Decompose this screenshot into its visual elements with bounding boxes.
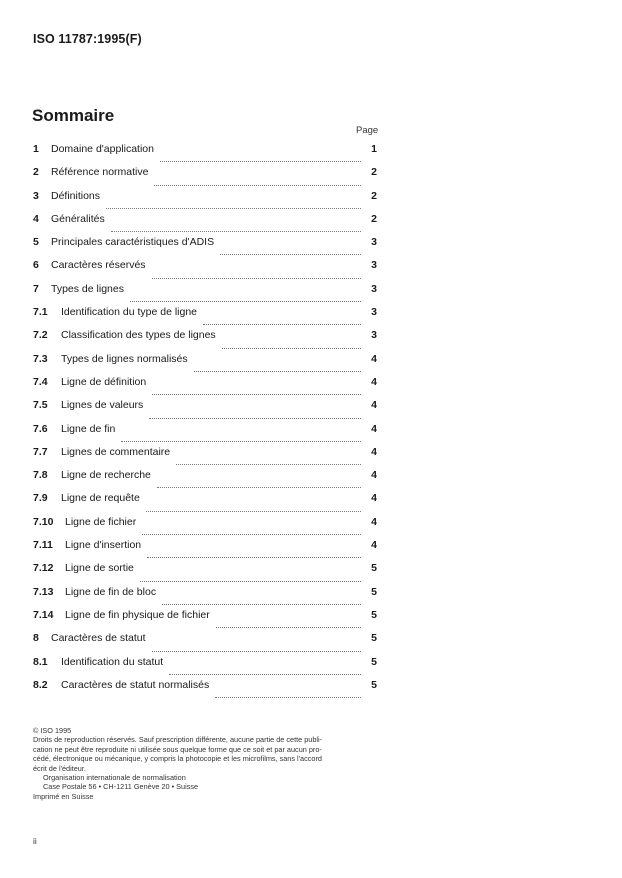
toc-entry-page: 3	[371, 329, 377, 342]
toc-leader-dots	[160, 161, 361, 162]
toc-entry: 7.8 Ligne de recherche 4	[33, 469, 377, 492]
toc-entry-title: Ligne de fin de bloc	[65, 585, 157, 598]
toc-entry-title: Ligne de fichier	[65, 515, 137, 528]
toc-entry-title: Définitions	[51, 189, 101, 202]
toc-entry-title: Caractères de statut	[51, 632, 146, 645]
toc-leader-dots	[130, 301, 361, 302]
toc-leader-dots	[111, 231, 361, 232]
toc-entry-page: 3	[371, 282, 377, 295]
toc-entry-title: Référence normative	[51, 166, 149, 179]
toc-entry: 7.9 Ligne de requête 4	[33, 492, 377, 515]
toc-entry-title: Généralités	[51, 212, 105, 225]
toc-entry: 5 Principales caractéristiques d'ADIS 3	[33, 236, 377, 259]
toc-entry-title: Ligne de requête	[61, 492, 140, 505]
toc-entry: 7.14 Ligne de fin physique de fichier 5	[33, 609, 377, 632]
toc-leader-dots	[154, 185, 361, 186]
toc-entry-page: 5	[371, 585, 377, 598]
rights-line: cédé, électronique ou mécanique, y compris la photocopie et les microfilms, sans l'accord	[33, 754, 322, 764]
toc-entry-title: Caractères de statut normalisés	[61, 678, 210, 691]
toc-leader-dots	[194, 371, 361, 372]
toc-entry-title: Lignes de valeurs	[61, 399, 144, 412]
toc-entry-page: 2	[371, 212, 377, 225]
toc-leader-dots	[140, 581, 361, 582]
rights-line: Droits de reproduction réservés. Sauf prescription différente, aucune partie de cette publi-	[33, 735, 323, 745]
toc-entry: 7.11 Ligne d'insertion 4	[33, 539, 377, 562]
toc-entry-page: 4	[371, 422, 377, 435]
toc-entry: 7.3 Types de lignes normalisés 4	[33, 353, 377, 376]
toc-entry-page: 4	[371, 352, 377, 365]
toc-entry-page: 5	[371, 655, 377, 668]
toc-leader-dots	[142, 534, 361, 535]
toc-entry-page: 5	[371, 632, 377, 645]
toc-leader-dots	[176, 464, 361, 465]
toc-leader-dots	[203, 324, 361, 325]
organization-name: Organisation internationale de normalisation	[43, 773, 186, 783]
toc-entry-page: 4	[371, 445, 377, 458]
page-title: Sommaire	[32, 106, 115, 125]
toc-entry: 8.2 Caractères de statut normalisés 5	[33, 679, 377, 702]
toc-entry-page: 1	[371, 143, 377, 155]
toc-entry: 6 Caractères réservés 3	[33, 259, 377, 282]
toc-entry-title: Caractères réservés	[51, 259, 146, 272]
toc-entry: 8.1 Identification du statut 5	[33, 656, 377, 679]
toc-entry-title: Types de lignes normalisés	[61, 352, 188, 365]
toc-entry-page: 5	[371, 678, 377, 691]
toc-entry: 7.6 Ligne de fin 4	[33, 423, 377, 446]
toc-entry-page: 4	[371, 515, 377, 528]
toc-leader-dots	[147, 557, 361, 558]
legal-notice	[33, 726, 383, 801]
toc-leader-dots	[162, 604, 361, 605]
toc-entry-page: 3	[371, 306, 377, 319]
toc-entry-title: Principales caractéristiques d'ADIS	[51, 236, 215, 249]
toc-entry-title: Lignes de commentaire	[61, 445, 171, 458]
toc-entry: 4 Généralités 2	[33, 213, 377, 236]
page-column-label: Page	[356, 125, 379, 136]
toc-entry-page: 2	[371, 189, 377, 202]
toc-entry: 7.7 Lignes de commentaire 4	[33, 446, 377, 469]
rights-line: cation ne peut être reproduite ni utilisée sous quelque forme que ce soit et par aucun pro-	[33, 744, 322, 754]
toc-entry: 7.1 Identification du type de ligne 3	[33, 306, 377, 329]
toc-entry: 7 Types de lignes 3	[33, 283, 377, 306]
toc-leader-dots	[121, 441, 361, 442]
printed-in: Imprimé en Suisse	[33, 791, 94, 801]
toc-entry: 7.12 Ligne de sortie 5	[33, 562, 377, 585]
document-id: ISO 11787:1995(F)	[33, 32, 142, 46]
toc-entry: 7.5 Lignes de valeurs 4	[33, 399, 377, 422]
toc-entry-page: 4	[371, 492, 377, 505]
toc-leader-dots	[220, 254, 361, 255]
toc-entry-title: Ligne de recherche	[61, 469, 151, 482]
toc-entry: 7.4 Ligne de définition 4	[33, 376, 377, 399]
toc-entry-page: 5	[371, 562, 377, 575]
toc-entry-title: Identification du statut	[61, 655, 164, 668]
toc-entry-page: 2	[371, 166, 377, 179]
toc-entry-title: Ligne d'insertion	[65, 539, 142, 552]
table-of-contents	[33, 143, 377, 702]
toc-entry: 3 Définitions 2	[33, 190, 377, 213]
toc-leader-dots	[222, 348, 361, 349]
toc-entry-title: Classification des types de lignes	[61, 329, 216, 342]
rights-line: écrit de l'éditeur.	[33, 763, 86, 773]
toc-entry-title: Ligne de fin	[61, 422, 116, 435]
toc-leader-dots	[157, 487, 361, 488]
toc-entry-page: 5	[371, 608, 377, 621]
toc-leader-dots	[152, 394, 361, 395]
toc-leader-dots	[215, 697, 361, 698]
toc-leader-dots	[149, 418, 361, 419]
toc-leader-dots	[146, 511, 361, 512]
toc-entry-page: 4	[371, 469, 377, 482]
toc-leader-dots	[152, 278, 361, 279]
toc-entry: 2 Référence normative 2	[33, 166, 377, 189]
toc-entry-page: 4	[371, 375, 377, 388]
toc-entry-title: Domaine d'application	[51, 143, 154, 155]
toc-entry-page: 3	[371, 236, 377, 249]
toc-entry-title: Identification du type de ligne	[61, 306, 198, 319]
toc-entry-title: Ligne de sortie	[65, 562, 134, 575]
toc-entry: 8 Caractères de statut 5	[33, 632, 377, 655]
organization-address: Case Postale 56 • CH-1211 Genève 20 • Suisse	[43, 782, 199, 792]
toc-leader-dots	[169, 674, 361, 675]
toc-leader-dots	[216, 627, 361, 628]
toc-entry-title: Ligne de définition	[61, 375, 147, 388]
toc-entry: 7.13 Ligne de fin de bloc 5	[33, 586, 377, 609]
toc-entry-page: 4	[371, 399, 377, 412]
page-number: ii	[33, 836, 37, 846]
toc-entry: 1 Domaine d'application 1	[33, 143, 377, 166]
toc-leader-dots	[152, 651, 361, 652]
toc-entry-title: Ligne de fin physique de fichier	[65, 608, 210, 621]
toc-entry-page: 4	[371, 539, 377, 552]
toc-entry-title: Types de lignes	[51, 282, 124, 295]
copyright-line: © ISO 1995	[33, 726, 72, 735]
toc-entry: 7.2 Classification des types de lignes 3	[33, 329, 377, 352]
toc-entry-page: 3	[371, 259, 377, 272]
toc-leader-dots	[106, 208, 361, 209]
toc-entry: 7.10 Ligne de fichier 4	[33, 516, 377, 539]
